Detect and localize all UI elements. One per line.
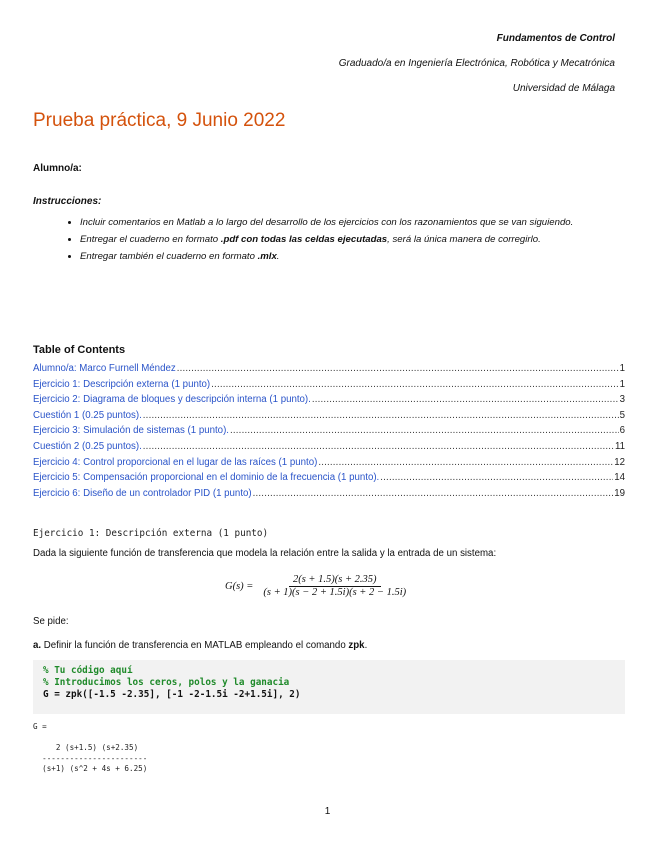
document-title: Prueba práctica, 9 Junio 2022 [33, 110, 286, 131]
toc-link[interactable]: Ejercicio 6: Diseño de un controlador PID (1 punto) [33, 487, 252, 499]
formula-numerator: 2(s + 1.5)(s + 2.35) [289, 574, 381, 587]
page-number: 1 [324, 806, 331, 817]
toc-page: 3 [619, 394, 625, 406]
toc-link[interactable]: Ejercicio 1: Descripción externa (1 punto) [33, 378, 211, 390]
code-cell[interactable] [33, 660, 625, 714]
toc-entry[interactable] [33, 394, 625, 410]
toc-page: 19 [614, 487, 625, 499]
task-a: a. Definir la función de transferencia en MATLAB empleando el comando zpk. [33, 640, 368, 651]
toc-page: 5 [619, 409, 625, 421]
toc-link[interactable]: Cuestión 2 (0.25 puntos). [33, 440, 142, 452]
code-comment: % Tu código aquí [43, 665, 133, 676]
toc-link[interactable]: Ejercicio 4: Control proporcional en el lugar de las raíces (1 punto) [33, 456, 318, 468]
toc-page: 14 [614, 472, 625, 484]
toc-page: 12 [614, 456, 625, 468]
student-label: Alumno/a: [33, 163, 82, 174]
toc-link[interactable]: Ejercicio 3: Simulación de sistemas (1 punto). [33, 425, 229, 437]
toc-entry[interactable] [33, 457, 625, 473]
formula-denominator: (s + 1)(s − 2 + 1.5i)(s + 2 − 1.5i) [263, 587, 407, 598]
section-heading: Ejercicio 1: Descripción externa (1 punto) [33, 528, 269, 539]
toc-entry[interactable] [33, 425, 625, 441]
toc-link[interactable]: Cuestión 1 (0.25 puntos). [33, 409, 142, 421]
toc-entry[interactable] [33, 363, 625, 379]
instruction-item: • Entregar también el cuaderno en formato .mlx. [80, 248, 625, 265]
toc-entry[interactable] [33, 379, 625, 395]
code-comment: % Introducimos los ceros, polos y la ganacia [43, 677, 290, 688]
toc-link[interactable]: Ejercicio 5: Compensación proporcional en el dominio de la frecuencia (1 punto). [33, 472, 380, 484]
code-line: G = zpk([-1.5 -2.35], [-1 -2-1.5i -2+1.5i], 2) [43, 689, 301, 700]
university-name: Universidad de Málaga [512, 83, 615, 94]
toc-entry[interactable] [33, 472, 625, 488]
degree-name: Graduado/a en Ingeniería Electrónica, Robótica y Mecatrónica [338, 58, 615, 69]
toc-link[interactable]: Ejercicio 2: Diagrama de bloques y descripción interna (1 punto). [33, 394, 311, 406]
toc-entry[interactable] [33, 441, 625, 457]
toc-page: 1 [619, 363, 625, 374]
instructions-list [66, 214, 625, 265]
formula-fraction [259, 574, 410, 599]
instruction-item: • Entregar el cuaderno en formato .pdf con todas las celdas ejecutadas, será la única manera de corregirlo. [80, 231, 625, 248]
toc-entry[interactable] [33, 488, 625, 504]
course-name: Fundamentos de Control [496, 33, 615, 44]
code-output: G = 2 (s+1.5) (s+2.35) ----------------------- (s+1) (s^2 + 4s + 6.25) [33, 722, 148, 773]
toc-page: 11 [614, 440, 625, 452]
transfer-function-formula [225, 574, 410, 599]
table-of-contents [33, 363, 625, 503]
toc-entry[interactable] [33, 410, 625, 426]
toc-page: 6 [619, 425, 625, 437]
formula-lhs: G(s) = [225, 581, 254, 592]
toc-heading: Table of Contents [33, 344, 126, 356]
section-intro: Dada la siguiente función de transferencia que modela la relación entre la salida y la entrada de un sistema: [33, 548, 497, 559]
instructions-heading: Instrucciones: [33, 196, 102, 207]
asks-label: Se pide: [33, 616, 69, 627]
toc-page: 1 [619, 378, 625, 390]
instruction-item: • Incluir comentarios en Matlab a lo largo del desarrollo de los ejercicios con los razonamientos que se van siguiendo. [80, 214, 625, 231]
toc-link[interactable]: Alumno/a: Marco Furnell Méndez [33, 363, 176, 374]
